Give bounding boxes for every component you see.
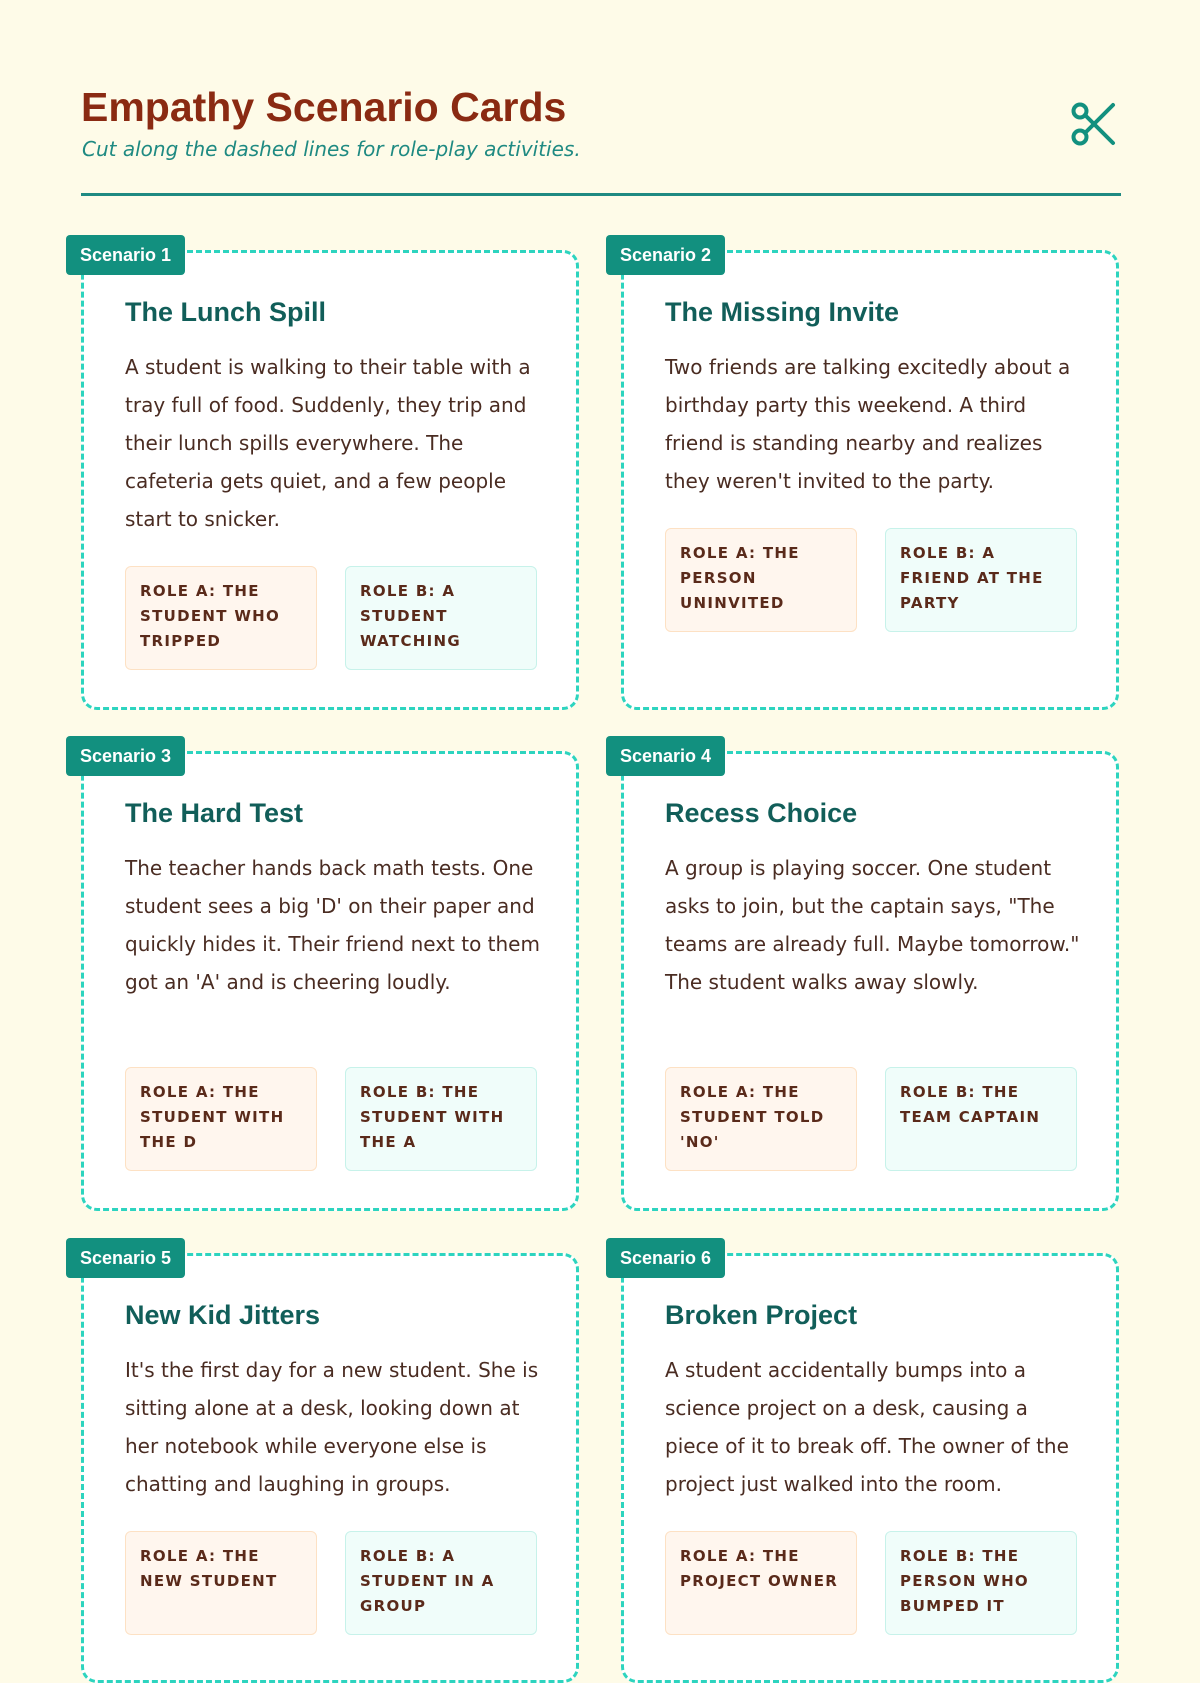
scenario-card	[620, 746, 1119, 1211]
scenario-description: Two friends are talking excitedly about a birthday party this weekend. A third friend is standing nearby and realizes they weren't invited to the party.	[665, 355, 1071, 493]
role-a-card: ROLE A: THE NEW STUDENT	[125, 1531, 317, 1635]
scenario-card	[80, 1248, 579, 1683]
scenario-card	[620, 1248, 1119, 1683]
role-b-card: ROLE B: THE STUDENT WITH THE A	[345, 1067, 537, 1171]
scenario-title: The Missing Invite	[665, 297, 900, 327]
role-a-card: ROLE A: THE PROJECT OWNER	[665, 1531, 857, 1635]
scenario-card	[80, 245, 579, 710]
scenario-number-tag: Scenario 5	[66, 1238, 185, 1278]
role-a-card: ROLE A: THE STUDENT WHO TRIPPED	[125, 566, 317, 670]
role-cards	[125, 566, 539, 670]
role-cards	[665, 1067, 1079, 1171]
role-a-card: ROLE A: THE STUDENT TOLD 'NO'	[665, 1067, 857, 1171]
role-a-card: ROLE A: THE STUDENT WITH THE D	[125, 1067, 317, 1171]
scissors-icon	[1069, 98, 1119, 150]
scenario-number-tag: Scenario 4	[606, 736, 725, 776]
page-header	[81, 0, 1121, 196]
scenario-description: It's the first day for a new student. She is sitting alone at a desk, looking down at her notebook while everyone else is chatting and laughing in groups.	[125, 1358, 539, 1496]
scenario-description: A student is walking to their table with a tray full of food. Suddenly, they trip and their lunch spills everywhere. The cafeteria gets quiet, and a few people start to snicker.	[125, 355, 531, 531]
page-subtitle: Cut along the dashed lines for role-play activities.	[82, 137, 581, 161]
role-b-card: ROLE B: A STUDENT IN A GROUP	[345, 1531, 537, 1635]
scenario-card	[620, 245, 1119, 710]
role-b-card: ROLE B: THE TEAM CAPTAIN	[885, 1067, 1077, 1171]
scenario-title: Recess Choice	[665, 798, 858, 828]
scenario-description: The teacher hands back math tests. One student sees a big 'D' on their paper and quickly hides it. Their friend next to them got an 'A' and is cheering loudly.	[125, 856, 540, 994]
scenario-number-tag: Scenario 2	[606, 235, 725, 275]
scenario-number-tag: Scenario 1	[66, 235, 185, 275]
scenario-title: The Hard Test	[125, 798, 304, 828]
header-divider	[81, 193, 1121, 196]
role-cards	[665, 528, 1079, 632]
scenario-title: New Kid Jitters	[125, 1300, 321, 1330]
scenario-description: A group is playing soccer. One student asks to join, but the captain says, "The teams are already full. Maybe tomorrow." The student walks away slowly.	[665, 856, 1080, 994]
worksheet-page	[80, 0, 1121, 1615]
role-cards	[125, 1531, 539, 1635]
scenario-title: Broken Project	[665, 1300, 858, 1330]
role-cards	[125, 1067, 539, 1171]
role-b-card: ROLE B: THE PERSON WHO BUMPED IT	[885, 1531, 1077, 1635]
role-a-card: ROLE A: THE PERSON UNINVITED	[665, 528, 857, 632]
role-cards	[665, 1531, 1079, 1635]
scenario-description: A student accidentally bumps into a science project on a desk, causing a piece of it to break off. The owner of the project just walked into the room.	[665, 1358, 1069, 1496]
page-title: Empathy Scenario Cards	[81, 84, 567, 130]
scenario-title: The Lunch Spill	[125, 297, 326, 327]
scenario-number-tag: Scenario 6	[606, 1238, 725, 1278]
scenario-card	[80, 746, 579, 1211]
role-b-card: ROLE B: A FRIEND AT THE PARTY	[885, 528, 1077, 632]
role-b-card: ROLE B: A STUDENT WATCHING	[345, 566, 537, 670]
scenario-number-tag: Scenario 3	[66, 736, 185, 776]
